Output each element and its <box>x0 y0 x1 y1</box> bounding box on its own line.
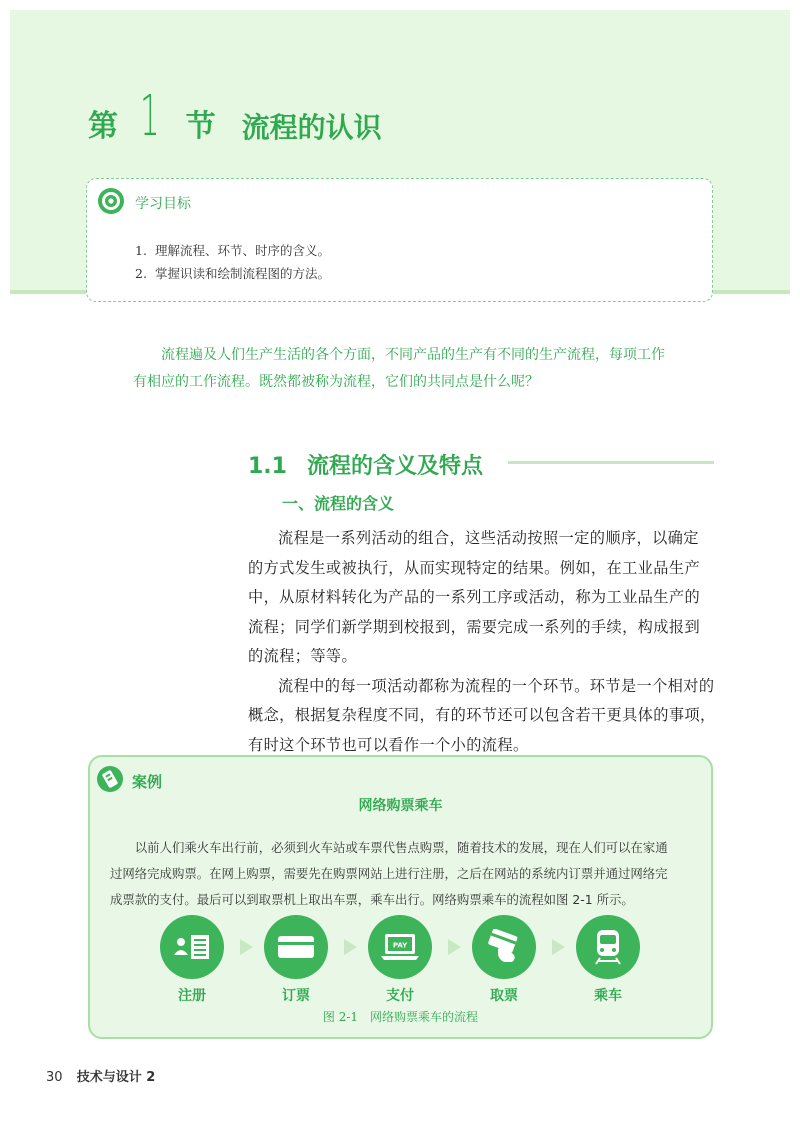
page-number: 30 <box>46 1070 63 1085</box>
section-title: 流程的含义及特点 <box>306 454 483 479</box>
chapter-prefix: 第 <box>88 109 118 144</box>
case-label: 案例 <box>132 773 163 791</box>
case-title: 网络购票乘车 <box>358 798 443 814</box>
flow-step-register <box>160 915 224 1005</box>
goal-item: 2. 掌握识读和绘制流程图的方法。 <box>135 266 331 281</box>
flow-step-label: 支付 <box>386 988 414 1004</box>
chapter-number: 1 <box>140 83 160 149</box>
book-title: 技术与设计 2 <box>76 1070 156 1085</box>
flow-arrow <box>552 939 565 955</box>
section-number: 1.1 <box>248 454 287 479</box>
flow-step-ride <box>576 915 640 1005</box>
intro-line: 流程遍及人们生产生活的各个方面，不同产品的生产有不同的生产流程，每项工作 <box>161 347 665 363</box>
learning-goals-list <box>135 239 330 285</box>
pay-text: PAY <box>392 941 408 950</box>
flow-arrow <box>448 939 461 955</box>
card-in-hand-icon <box>484 929 524 965</box>
flow-step-collect <box>472 915 536 1005</box>
intro-paragraph <box>133 342 693 396</box>
body-text <box>248 524 716 760</box>
flow-diagram <box>160 915 640 1005</box>
flow-step-label: 注册 <box>178 988 206 1004</box>
body-paragraph: 流程是一系列活动的组合，这些活动按照一定的顺序，以确定 的方式发生或被执行，从而实现特定的结果。例如，在工业品生产 中，从原材料转化为产品的一系列工序或活动，称为工业品生产的 流程；同学们新学期到校报到，需要完成一系列的手续，构成报到 的流程；等等。 <box>248 529 701 665</box>
train-icon <box>591 928 625 966</box>
flow-arrow <box>344 939 357 955</box>
case-paragraph: 以前人们乘火车出行前，必须到火车站或车票代售点购票，随着技术的发展，现在人们可以在家通 过网络完成购票。在网上购票，需要先在购票网站上进行注册，之后在网站的系统内订票并通过网络完 成票款的支付。最后可以到取票机上取出车票，乘车出行。网络购票乘车的流程如图 2-1 所示。 <box>110 840 668 907</box>
flow-step-book <box>264 915 328 1005</box>
chapter-title <box>88 82 382 149</box>
ticket-card-icon <box>276 932 316 962</box>
laptop-pay-icon <box>379 931 421 963</box>
case-text <box>110 835 690 913</box>
learning-goals-box <box>86 178 713 302</box>
flow-step-label: 乘车 <box>594 988 622 1004</box>
learning-goals-title: 学习目标 <box>135 196 191 212</box>
flow-step-label: 订票 <box>282 988 310 1004</box>
goal-item: 1. 理解流程、环节、时序的含义。 <box>135 243 331 258</box>
chapter-suffix: 节 <box>185 109 216 144</box>
section-heading <box>248 449 483 480</box>
section-rule <box>508 461 714 464</box>
intro-line: 有相应的工作流程。既然都被称为流程，它们的共同点是什么呢？ <box>133 374 539 390</box>
flow-step-pay <box>368 915 432 1005</box>
flow-arrow <box>240 939 253 955</box>
figure-caption: 图 2-1 网络购票乘车的流程 <box>322 1010 479 1024</box>
target-icon <box>97 187 125 215</box>
case-icon <box>96 765 124 793</box>
case-box <box>88 755 713 1039</box>
register-form-icon <box>173 931 211 963</box>
chapter-name: 流程的认识 <box>241 111 382 144</box>
subsection-heading: 一、流程的含义 <box>282 494 395 513</box>
body-paragraph: 流程中的每一项活动都称为流程的一个环节。环节是一个相对的 概念，根据复杂程度不同，有的环节还可以包含若干更具体的事项， 有时这个环节也可以看作一个小的流程。 <box>248 676 716 754</box>
flow-step-label: 取票 <box>490 988 518 1004</box>
page-footer <box>46 1066 155 1085</box>
